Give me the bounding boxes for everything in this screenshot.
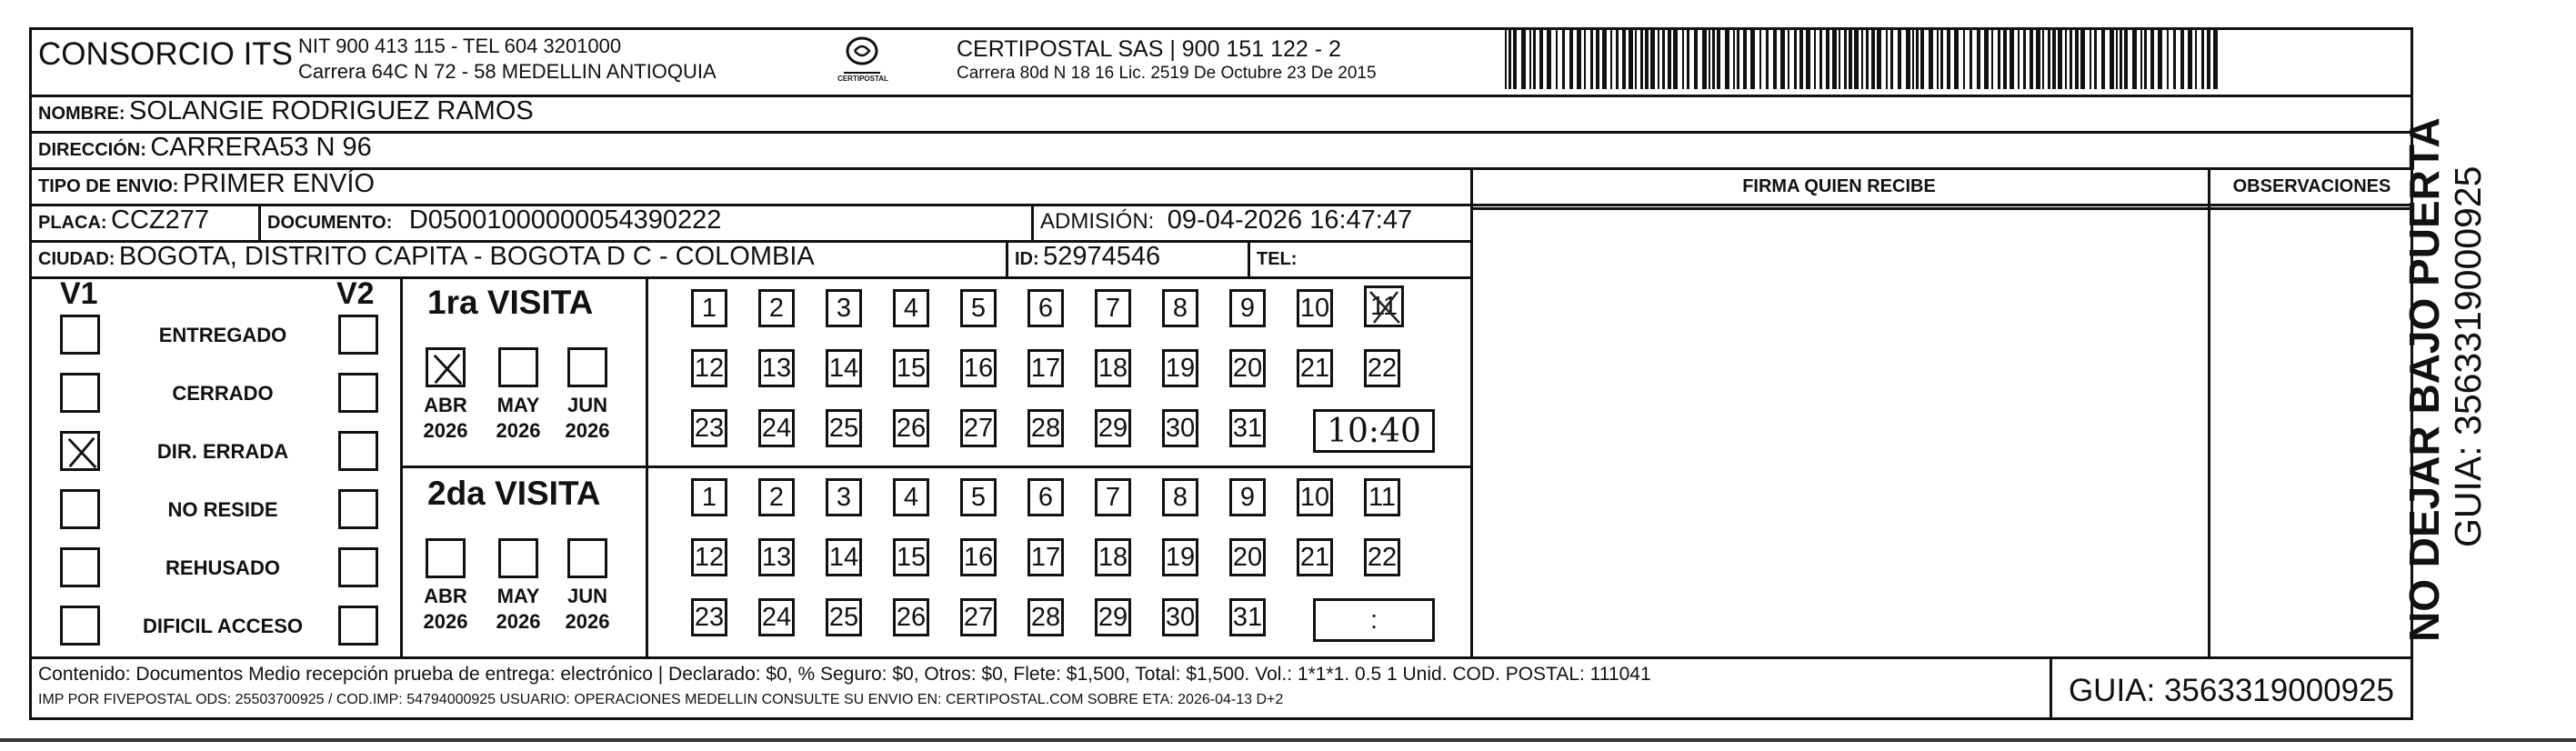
day-box[interactable]: 3 [826,478,862,516]
company-name: CONSORCIO ITS [38,36,294,72]
barcode-bar [1733,29,1735,89]
barcode-bar [2018,29,2020,89]
barcode-bar [2201,29,2204,89]
barcode-bar [1682,29,1684,89]
direccion-row [38,133,372,163]
day-box[interactable]: 30 [1162,409,1198,447]
day-box[interactable]: 2 [758,478,795,516]
documento-divider [1031,204,1034,240]
barcode-bar [1725,29,1729,89]
visita1-title: 1ra VISITA [427,284,594,321]
ciudad-divider [1006,240,1008,276]
month-name: JUN [566,394,607,416]
barcode-bar [2065,29,2067,89]
page-bottom-edge [0,738,2576,742]
nombre-label: NOMBRE: [38,104,125,124]
visita2-title: 2da VISITA [427,475,601,512]
day-box[interactable]: 31 [1229,598,1266,636]
barcode-bar [2180,29,2184,89]
barcode-bar [1799,29,1803,89]
barcode-bar [1687,29,1689,89]
barcode-bar [1750,29,1755,89]
id-cell [1015,242,1160,272]
day-box[interactable]: 18 [1095,538,1131,576]
barcode-bar [2132,29,2137,89]
month-label [491,584,546,635]
tel-label: TEL: [1257,249,1298,269]
barcode-bar [2058,29,2062,89]
day-box[interactable]: 1 [691,478,727,516]
barcode-bar [1819,29,1822,89]
barcode-bar [1844,29,1847,89]
v1-checkbox[interactable] [60,373,100,413]
day-box[interactable]: 8 [1162,289,1198,327]
barcode-bar [1610,29,1612,89]
day-box[interactable]: 18 [1095,349,1131,387]
day-box[interactable]: 13 [758,538,795,576]
barcode-bar [1509,29,1511,89]
v1-checkbox[interactable] [60,606,100,646]
barcode-bar [2101,29,2105,89]
id-label: ID: [1015,249,1039,269]
barcode-bar [1984,29,1989,89]
day-box[interactable]: 12 [691,349,727,387]
day-box[interactable]: 22 [1364,349,1400,387]
barcode-bar [1596,29,1599,89]
barcode-bar [1547,29,1551,89]
barcode-bar [1773,29,1777,89]
barcode-bar [1673,29,1678,89]
month-year: 2026 [565,419,610,442]
day-number: 11 [1369,291,1398,321]
visit-time-box[interactable]: : [1313,598,1435,642]
day-box[interactable]: 19 [1162,349,1198,387]
day-box[interactable]: 16 [960,538,997,576]
carrier-line1: CERTIPOSTAL SAS | 900 151 122 - 2 [957,36,1341,62]
barcode-bar [1788,29,1789,89]
barcode-bar [1970,29,1972,89]
barcode-bar [2195,29,2197,89]
barcode-bar [1806,29,1810,89]
barcode-bar [2042,29,2044,89]
barcode-bar [1991,29,1993,89]
barcode-bar [1766,29,1769,89]
day-box[interactable]: 16 [960,349,997,387]
day-box[interactable]: 7 [1095,289,1131,327]
carrier-line2: Carrera 80d N 18 16 Lic. 2519 De Octubre 23 De 2015 [957,64,1377,83]
x-mark-icon [430,352,465,386]
barcode-bar [1839,29,1840,89]
barcode-bar [1886,29,1888,89]
barcode-bar [2030,29,2033,89]
day-box[interactable]: 6 [1027,289,1064,327]
nombre-row [38,96,534,126]
day-box[interactable]: 20 [1229,538,1266,576]
day-box[interactable]: 27 [960,598,997,636]
barcode-bar [2070,29,2072,89]
row-divider-5 [29,276,1470,279]
barcode-bar [1977,29,1980,89]
barcode-bar [1668,29,1671,89]
barcode-bar [1866,29,1869,89]
barcode-bar [1584,29,1586,89]
barcode-bar [1539,29,1543,89]
day-box[interactable]: 7 [1095,478,1131,516]
barcode-bar [1650,29,1655,89]
month-checkbox[interactable] [426,538,466,578]
status-reason-label: DIR. ERRADA [156,440,289,463]
barcode-bar [1937,29,1939,89]
barcode-bar [1940,29,1943,89]
placa-cell [38,205,209,235]
observaciones-area[interactable] [2210,210,2411,656]
barcode-bar [1963,29,1965,89]
barcode-bar [1712,29,1715,89]
barcode-bar [1577,29,1581,89]
barcode-bar [2120,29,2122,89]
barcode-bar [1759,29,1761,89]
month-checkbox[interactable] [567,538,607,578]
ciudad-label: CIUDAD: [38,249,115,269]
barcode-bar [2080,29,2085,89]
footer-guia: GUIA: 3563319000925 [2068,673,2395,708]
day-box[interactable]: 21 [1297,349,1333,387]
status-reason-label: ENTREGADO [158,324,287,346]
barcode-bar [1533,29,1536,89]
day-box[interactable]: 11 [1364,478,1400,516]
direccion-label: DIRECCIÓN: [38,140,146,160]
barcode-bar [2003,29,2007,89]
barcode-bar [2140,29,2142,89]
x-mark-icon [1367,288,1403,326]
status-reason-label: NO RESIDE [167,498,278,521]
day-box[interactable]: 25 [826,409,862,447]
direccion-value: CARRERA53 N 96 [150,133,372,162]
day-box[interactable]: 4 [893,289,929,327]
month-label [491,393,546,444]
company-line1: NIT 900 413 115 - TEL 604 3201000 [298,35,622,57]
visit-time-box[interactable]: 10:40 [1313,409,1435,453]
barcode-bar [2150,29,2154,89]
barcode-bar [1709,29,1710,89]
day-box[interactable]: 8 [1162,478,1198,516]
barcode-bar [2075,29,2079,89]
barcode-bar [2110,29,2114,89]
v1-checkbox[interactable] [60,431,100,471]
footer-divider [29,656,2413,659]
admision-label: ADMISIÓN: [1040,209,1155,234]
certipostal-logo-icon [837,33,887,87]
barcode-bar [1562,29,1565,89]
barcode-bar [1529,29,1531,89]
v1-checkbox[interactable] [60,547,100,587]
ciudad-value: BOGOTA, DISTRITO CAPITA - BOGOTA D C - COLOMBIA [118,242,815,271]
barcode-bar [2207,29,2210,89]
barcode-bar [1954,29,1959,89]
barcode-bar [1854,29,1859,89]
day-box[interactable]: 22 [1364,538,1400,576]
row-divider-1 [29,131,2413,134]
barcode-bar [1814,29,1816,89]
firma-signature-area[interactable] [1473,210,2206,656]
barcode-bar [1635,29,1637,89]
id-value: 52974546 [1043,242,1161,271]
day-box[interactable]: 1 [691,289,727,327]
day-box[interactable]: 17 [1027,349,1064,387]
barcode-bar [2213,29,2218,89]
admision-cell [1040,205,1412,235]
barcode-bar [1849,29,1852,89]
barcode-bar [2048,29,2050,89]
barcode-bar [1877,29,1881,89]
day-box[interactable]: 6 [1027,478,1064,516]
visit-divider [400,466,1470,468]
side-text [2401,60,2488,642]
barcode-bar [1616,29,1619,89]
barcode-bar [1898,29,1901,89]
day-box[interactable]: 29 [1095,409,1131,447]
month-year: 2026 [423,419,468,442]
month-year: 2026 [496,419,541,442]
v1-checkbox[interactable] [60,315,100,355]
barcode-bar [1590,29,1593,89]
barcode-bar [1947,29,1950,89]
barcode-bar [1737,29,1739,89]
placa-label: PLACA: [38,213,107,233]
tipo-row [38,169,375,199]
v2-header: V2 [336,276,375,311]
barcode-bar [1861,29,1863,89]
status-reason-label: DIFICIL ACCESO [142,615,303,637]
side-guia: GUIA: 3563319000925 [2447,165,2489,547]
documento-cell [267,205,721,235]
barcode-bar [1662,29,1665,89]
barcode-bar [1702,29,1707,89]
firma-header: FIRMA QUIEN RECIBE [1742,176,1936,196]
barcode-bar [1645,29,1649,89]
id-divider [1248,240,1250,276]
month-label [418,393,473,444]
barcode [1505,29,2223,89]
documento-label: DOCUMENTO: [267,213,393,233]
day-box[interactable]: 21 [1297,538,1333,576]
admision-value: 09-04-2026 16:47:47 [1167,205,1413,235]
month-year: 2026 [423,610,468,633]
footer-contenido: Contenido: Documentos Medio recepción prueba de entrega: electrónico | Declarado: $0, % Seguro: $0, Otros: $0, Flete: $1,500, Total: $1,500. Vol.: 1*1*1. 0.5 1 Unid. COD. POSTAL: 111041 [38,664,1651,685]
v2-checkbox[interactable] [338,606,378,646]
barcode-bar [1629,29,1633,89]
day-box[interactable]: 20 [1229,349,1266,387]
barcode-bar [1569,29,1573,89]
month-name: JUN [566,585,607,607]
barcode-bar [2023,29,2026,89]
barcode-bar [1658,29,1659,89]
barcode-bar [2144,29,2147,89]
barcode-bar [1513,29,1517,89]
day-box[interactable]: 10 [1297,289,1333,327]
tel-cell [1257,242,1297,272]
barcode-bar [2188,29,2192,89]
documento-value: D05001000000054390222 [408,205,722,235]
barcode-bar [1916,29,1919,89]
barcode-bar [1505,29,1507,89]
footer-imp: IMP POR FIVEPOSTAL ODS: 25503700925 / COD.IMP: 54794000925 USUARIO: OPERACIONES MEDELLIN CONSULTE SU ENVIO EN: CERTIPOSTAL.COM SOBRE ETA: 2026-04-13 D+2 [38,692,1284,707]
barcode-bar [1743,29,1747,89]
v2-checkbox[interactable] [338,547,378,587]
placa-value: CCZ277 [111,205,209,235]
x-mark-icon [65,436,99,470]
day-box[interactable]: 15 [893,349,929,387]
day-box[interactable]: 10 [1297,478,1333,516]
day-box[interactable]: 26 [893,409,929,447]
day-box[interactable]: 9 [1229,478,1266,516]
day-box[interactable]: 14 [826,349,862,387]
barcode-bar [1602,29,1607,89]
v1-checkbox[interactable] [60,489,100,529]
month-label [560,393,615,444]
day-box[interactable]: 3 [826,289,862,327]
status-reason-label: REHUSADO [165,556,280,579]
company-line2: Carrera 64C N 72 - 58 MEDELLIN ANTIOQUIA [298,60,717,83]
day-box[interactable]: 27 [960,409,997,447]
v2-checkbox[interactable] [338,489,378,529]
day-box[interactable]: 23 [691,598,727,636]
barcode-bar [1780,29,1785,89]
barcode-bar [2052,29,2056,89]
day-box[interactable]: 2 [758,289,795,327]
day-box[interactable]: 14 [826,538,862,576]
day-box[interactable]: 30 [1162,598,1198,636]
month-checkbox[interactable] [498,538,538,578]
barcode-bar [1998,29,2000,89]
month-name: MAY [496,394,540,416]
day-box[interactable] [1364,285,1404,327]
barcode-bar [2036,29,2040,89]
row-divider-2 [29,167,2413,170]
day-box[interactable]: 25 [826,598,862,636]
day-box[interactable]: 9 [1229,289,1266,327]
day-box[interactable]: 24 [758,598,795,636]
observaciones-header: OBSERVACIONES [2232,176,2391,196]
day-box[interactable]: 23 [691,409,727,447]
month-name: ABR [424,585,467,607]
barcode-bar [1920,29,1924,89]
day-box[interactable]: 26 [893,598,929,636]
day-box[interactable]: 28 [1027,598,1064,636]
nombre-value: SOLANGIE RODRIGUEZ RAMOS [129,96,534,125]
barcode-bar [1622,29,1626,89]
barcode-bar [1906,29,1910,89]
v2-checkbox[interactable] [338,315,378,355]
barcode-bar [1717,29,1720,89]
day-box[interactable]: 31 [1229,409,1266,447]
barcode-bar [2090,29,2091,89]
barcode-bar [1556,29,1558,89]
placa-divider [258,204,261,240]
day-box[interactable]: 5 [960,478,997,516]
day-box[interactable]: 12 [691,538,727,576]
month-checkbox[interactable] [567,347,607,387]
month-checkbox[interactable] [426,347,466,387]
day-box[interactable]: 13 [758,349,795,387]
barcode-bar [1912,29,1914,89]
month-name: ABR [424,394,467,416]
barcode-bar [1694,29,1698,89]
month-year: 2026 [565,610,610,633]
ciudad-cell [38,242,815,272]
v2-checkbox[interactable] [338,431,378,471]
barcode-bar [2158,29,2162,89]
month-label [560,584,615,635]
v2-checkbox[interactable] [338,373,378,413]
side-instruction: NO DEJAR BAJO PUERTA [2401,117,2448,642]
barcode-bar [2124,29,2128,89]
tipo-value: PRIMER ENVÍO [182,169,376,198]
month-checkbox[interactable] [498,347,538,387]
v1-header: V1 [60,276,98,311]
barcode-bar [1794,29,1797,89]
day-box[interactable]: 24 [758,409,795,447]
day-box[interactable]: 4 [893,478,929,516]
day-box[interactable]: 29 [1095,598,1131,636]
month-label [418,584,473,635]
tipo-label: TIPO DE ENVIO: [38,176,179,196]
status-reason-label: CERRADO [172,382,274,405]
barcode-bar [1832,29,1837,89]
day-box[interactable]: 5 [960,289,997,327]
logo-caption: CERTIPOSTAL [837,75,888,83]
barcode-bar [1890,29,1893,89]
day-box[interactable]: 28 [1027,409,1064,447]
barcode-bar [1826,29,1829,89]
barcode-bar [2116,29,2118,89]
month-name: MAY [496,585,540,607]
barcode-bar [1640,29,1643,89]
barcode-bar [1929,29,1933,89]
day-box[interactable]: 19 [1162,538,1198,576]
day-box[interactable]: 17 [1027,538,1064,576]
barcode-bar [2173,29,2176,89]
barcode-bar [1871,29,1875,89]
day-box[interactable]: 15 [893,538,929,576]
barcode-bar [1521,29,1526,89]
barcode-bar [2010,29,2014,89]
month-year: 2026 [496,610,541,633]
barcode-bar [2167,29,2169,89]
barcode-bar [2094,29,2097,89]
